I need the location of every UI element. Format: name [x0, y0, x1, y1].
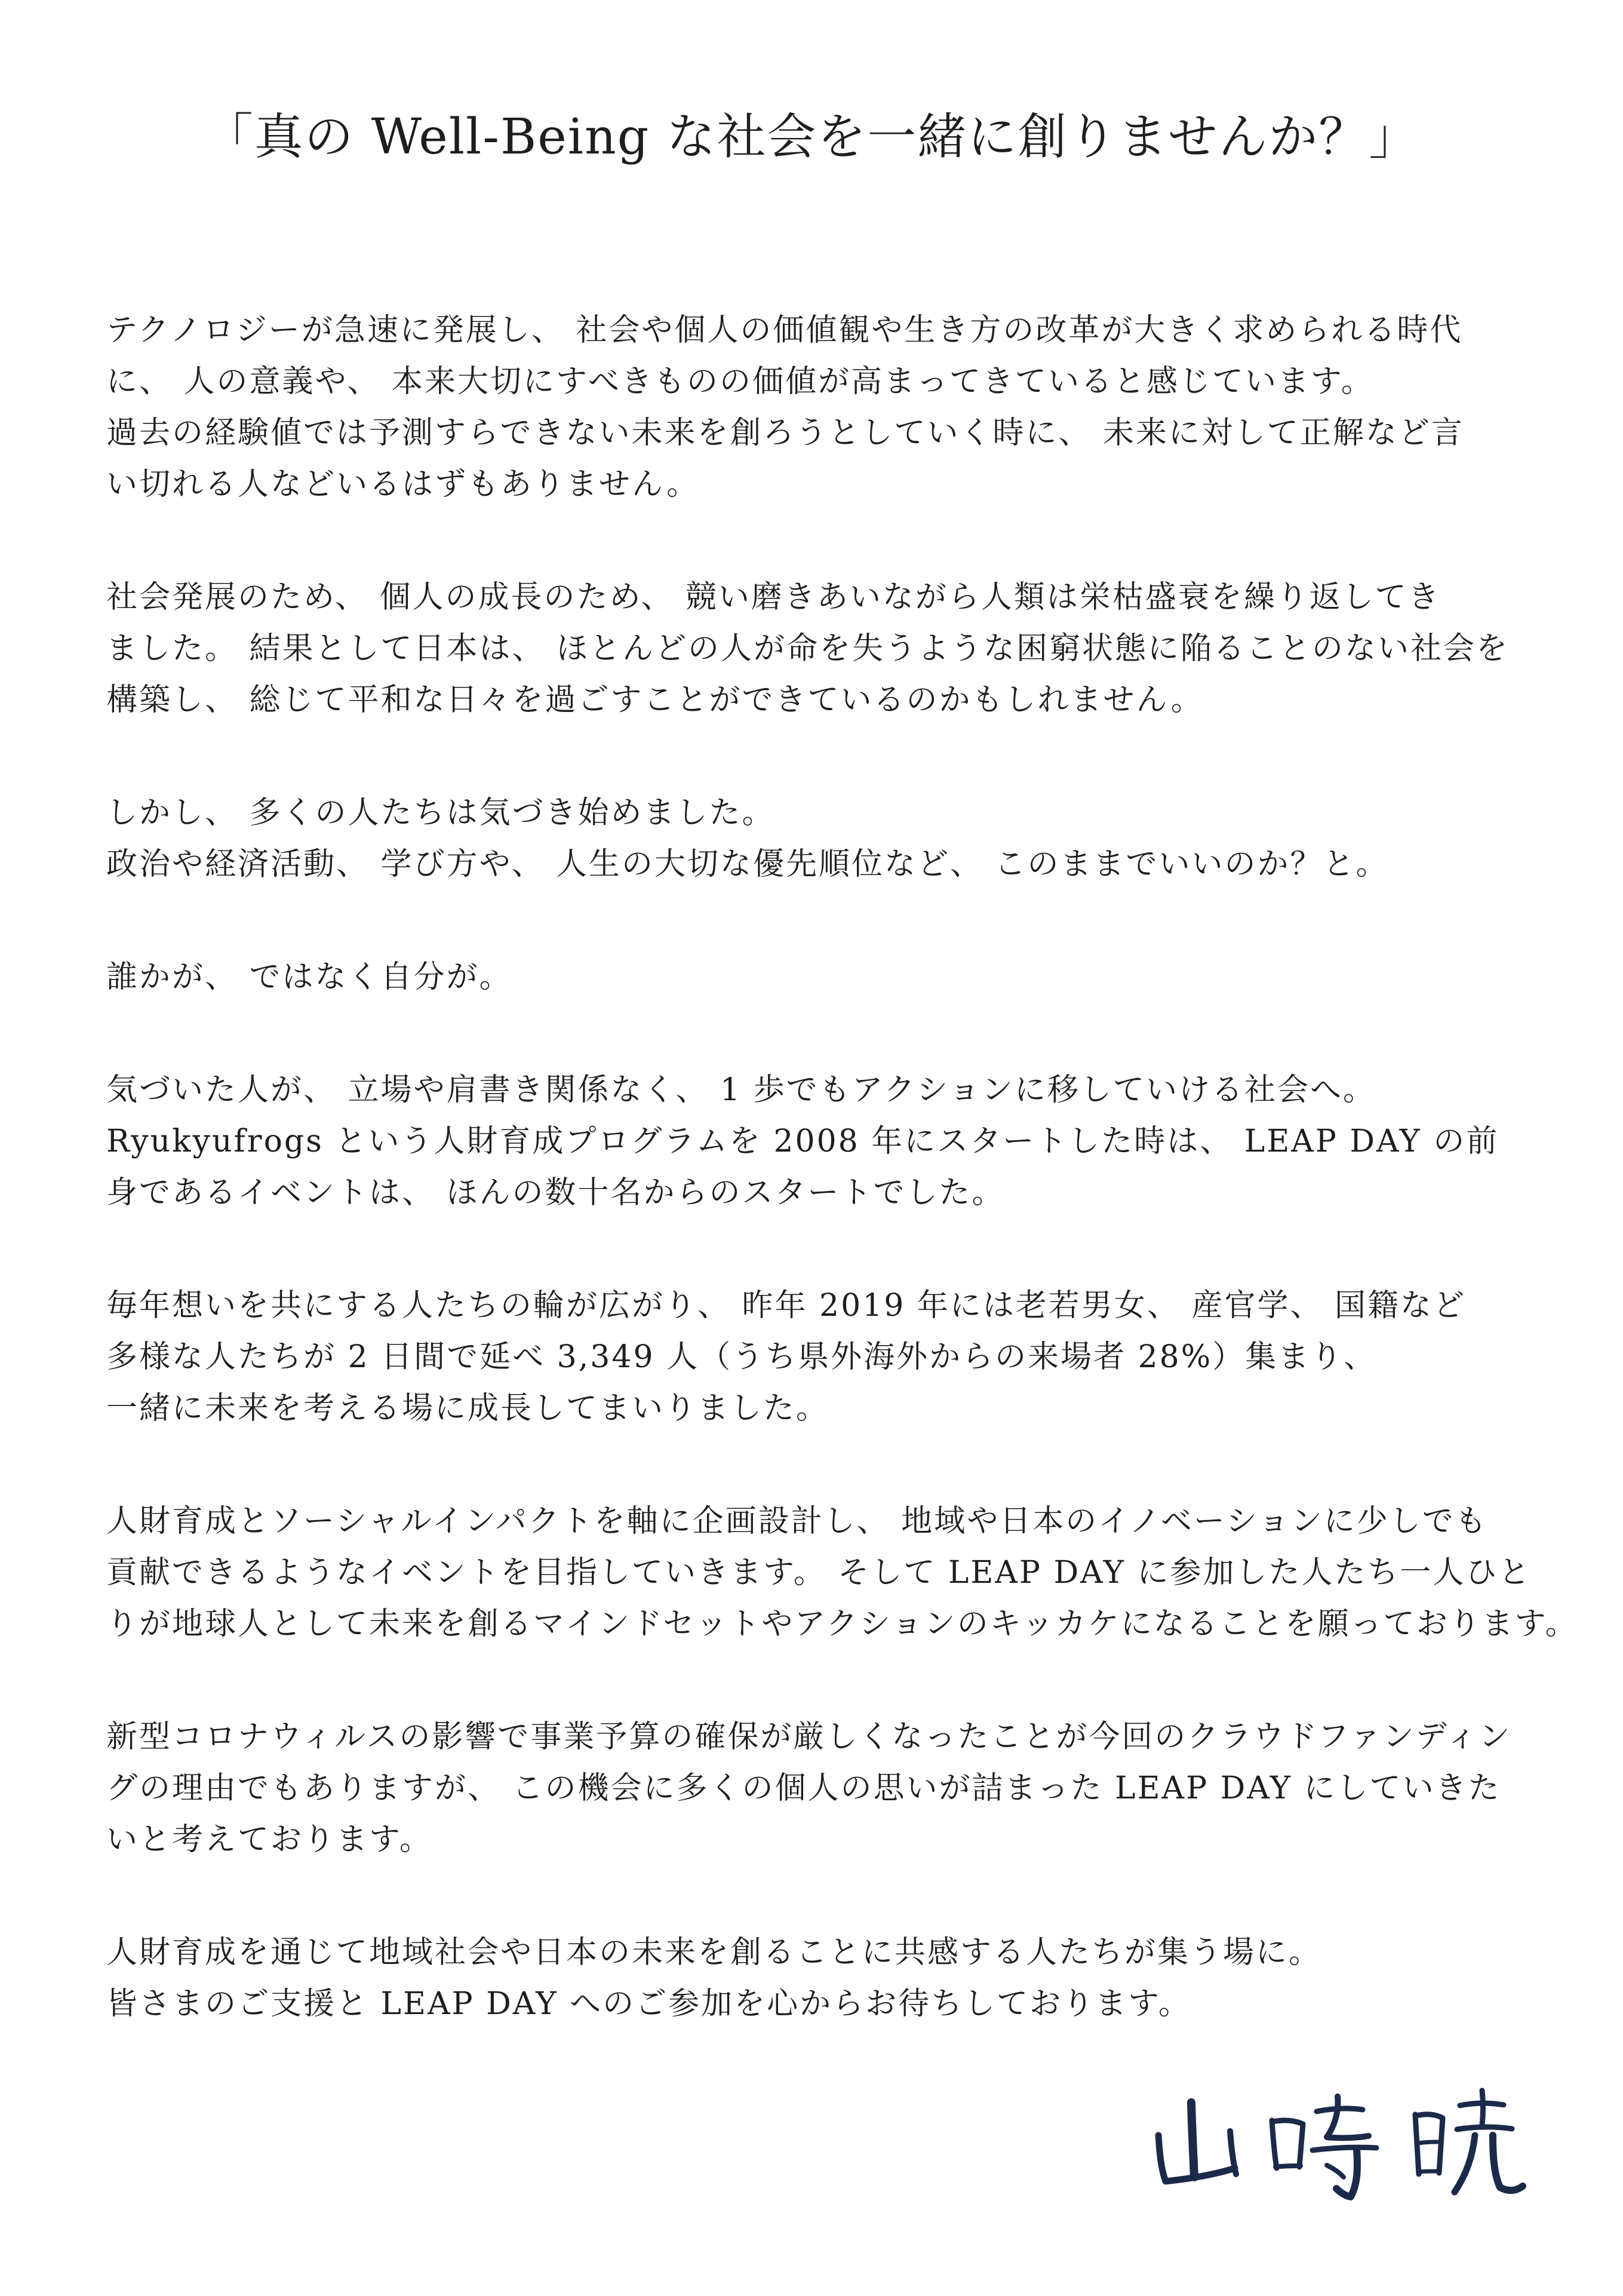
text-line: しかし、 多くの人たちは気づき始めました。 — [106, 795, 775, 831]
text-line: 新型コロナウィルスの影響で事業予算の確保が厳しくなったことが今回のクラウドファンディン — [106, 1719, 1512, 1755]
text-line: 気づいた人が、 立場や肩書き関係なく、 1 歩でもアクションに移していける社会へ。 — [106, 1072, 1376, 1108]
paragraph — [106, 787, 1527, 890]
text-line: 人財育成を通じて地域社会や日本の未来を創ることに共感する人たちが集う場に。 — [106, 1935, 1322, 1970]
text-line: テクノロジーが急速に発展し、 社会や個人の価値観や生き方の改革が大きく求められる時代 — [106, 312, 1463, 348]
paragraph — [106, 572, 1527, 726]
paragraph — [106, 951, 1527, 1003]
text-line: 過去の経験値では予測すらできない未来を創ろうとしていく時に、 未来に対して正解など言 — [106, 415, 1465, 451]
text-line: Ryukyufrogs という人財育成プログラムを 2008 年にスタートした時は、 LEAP DAY の前 — [106, 1124, 1499, 1159]
text-line: グの理由でもありますが、 この機会に多くの個人の思いが詰まった LEAP DAY にしていきた — [106, 1770, 1501, 1806]
text-line: 貢献できるようなイベントを目指していきます。 そして LEAP DAY に参加した人たち一人ひと — [106, 1555, 1532, 1591]
paragraph — [106, 1064, 1527, 1218]
text-line: りが地球人として未来を創るマインドセットやアクションのキッカケになることを願っております。 — [106, 1606, 1578, 1642]
text-line: 構築し、 総じて平和な日々を過ごすことができているのかもしれません。 — [106, 682, 1204, 718]
text-line: 身であるイベントは、 ほんの数十名からのスタートでした。 — [106, 1175, 1005, 1211]
text-line: 毎年想いを共にする人たちの輪が広がり、 昨年 2019 年には老若男女、 産官学、 国籍など — [106, 1288, 1466, 1324]
text-line: 人財育成とソーシャルインパクトを軸に企画設計し、 地域や日本のイノベーションに少しでも — [106, 1503, 1488, 1539]
text-line: 政治や経済活動、 学び方や、 人生の大切な優先順位など、 このままでいいのか？と。 — [106, 846, 1389, 882]
page-title: 「真の Well-Being な社会を一緒に創りませんか？」 — [204, 109, 1419, 165]
paragraph — [106, 1711, 1527, 1865]
text-line: 多様な人たちが 2 日間で延べ 3,349 人（うち県外海外からの来場者 28%）集まり、 — [106, 1339, 1377, 1375]
text-line: いと考えております。 — [106, 1822, 432, 1858]
paragraph — [106, 1280, 1527, 1434]
paragraph — [106, 1496, 1578, 1650]
text-line: い切れる人などいるはずもありません。 — [106, 466, 700, 502]
signature — [1135, 2079, 1529, 2210]
text-line: ました。 結果として日本は、 ほとんどの人が命を失うような困窮状態に陥ることのない社会を — [106, 631, 1510, 667]
text-line: に、 人の意義や、 本来大切にすべきものの価値が高まってきていると感じています。 — [106, 364, 1374, 400]
paragraph — [106, 1927, 1527, 2030]
letter-body — [106, 305, 1578, 2091]
text-line: 皆さまのご支援と LEAP DAY へのご参加を心からお待ちしております。 — [106, 1986, 1191, 2022]
text-line: 誰かが、 ではなく自分が。 — [106, 959, 512, 995]
text-line: 社会発展のため、 個人の成長のため、 競い磨きあいながら人類は栄枯盛衰を繰り返してき — [106, 579, 1441, 615]
paragraph — [106, 305, 1527, 510]
text-line: 一緒に未来を考える場に成長してまいりました。 — [106, 1391, 829, 1426]
